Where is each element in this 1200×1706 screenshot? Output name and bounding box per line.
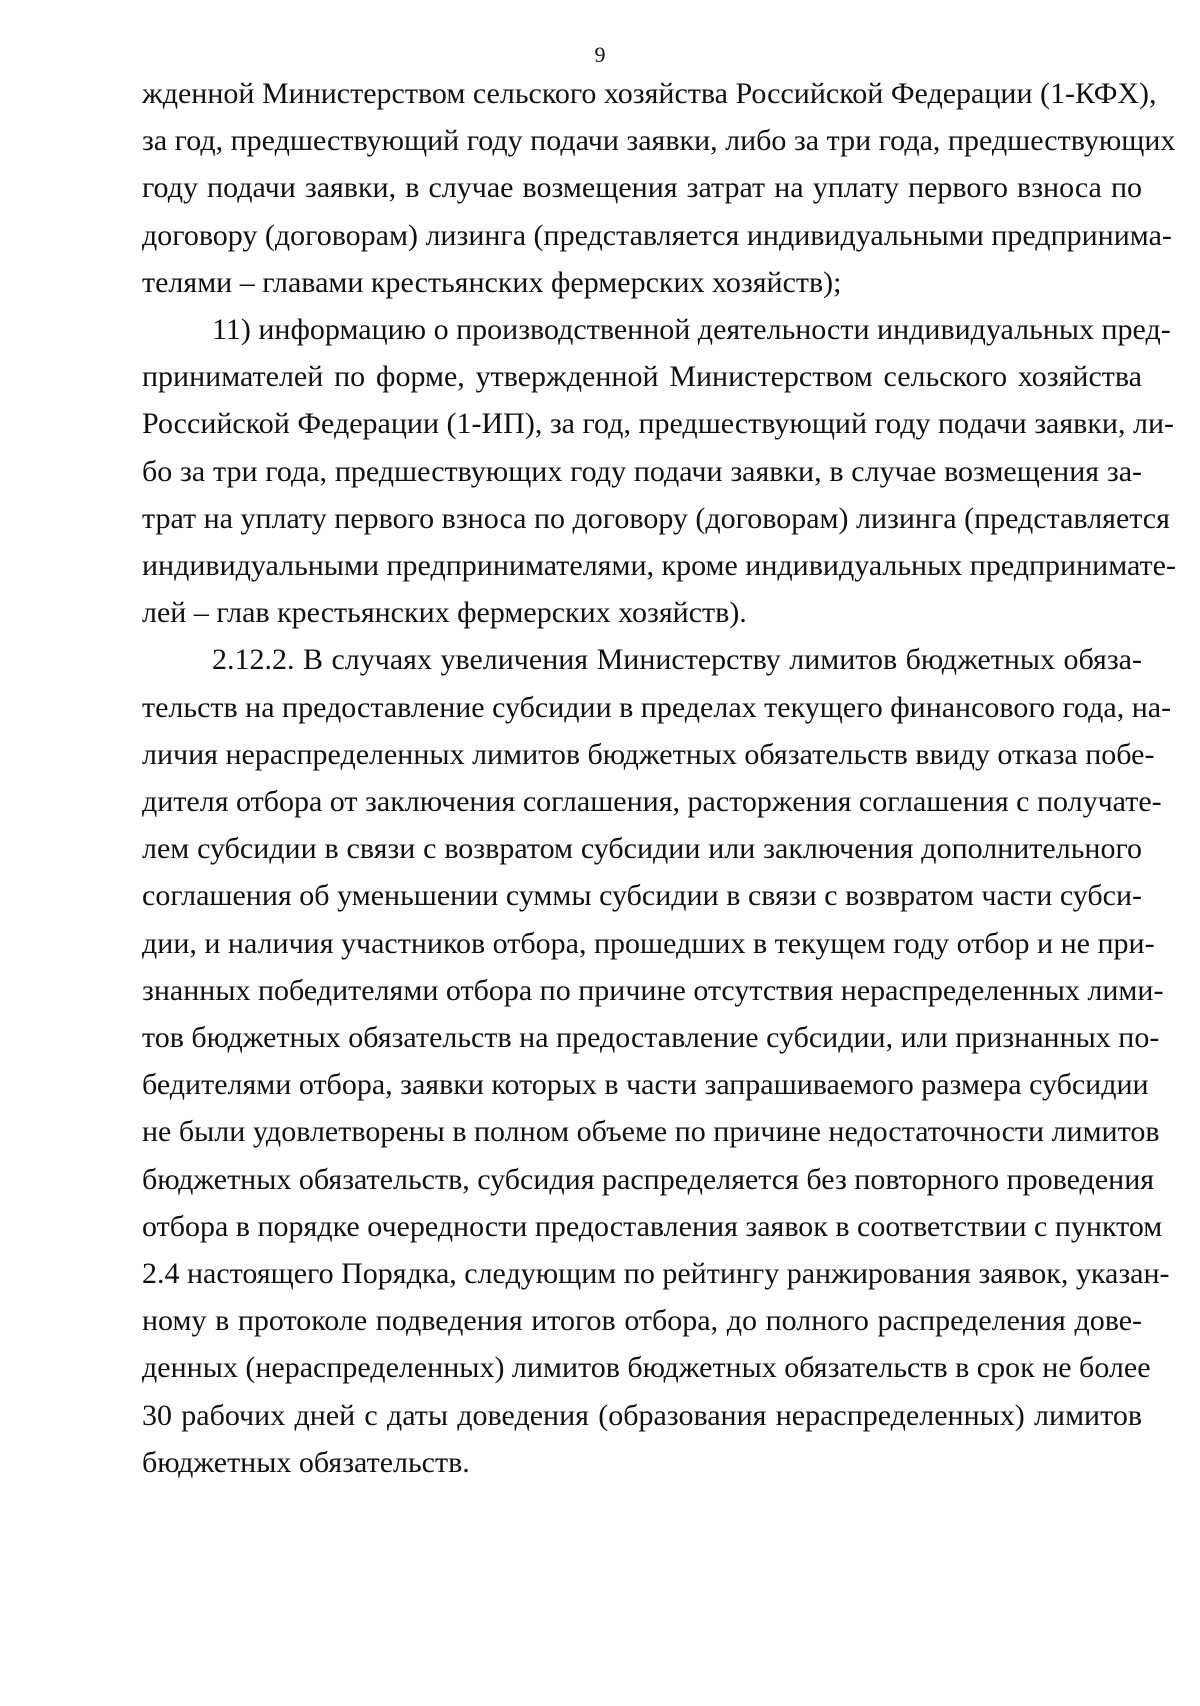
text-line: соглашения об уменьшении суммы субсидии в связи с возвратом части субси- <box>142 879 1142 913</box>
text-line: тов бюджетных обязательств на предоставление субсидии, или признанных по- <box>142 1021 1160 1055</box>
text-line: за год, предшествующий году подачи заявки, либо за три года, предшествующих <box>142 124 1176 158</box>
paragraph <box>142 636 1172 1486</box>
text-line: трат на уплату первого взноса по договору (договорам) лизинга (представляется <box>142 501 1170 535</box>
paragraph <box>142 70 1176 306</box>
text-line: ному в протоколе подведения итогов отбора, до полного распределения дове- <box>142 1304 1142 1338</box>
text-line: договору (договорам) лизинга (представляется индивидуальными предпринима- <box>142 218 1172 252</box>
text-line: дителя отбора от заключения соглашения, расторжения соглашения с получате- <box>142 785 1162 819</box>
paragraph <box>142 306 1176 636</box>
text-line: бедителями отбора, заявки которых в части запрашиваемого размера субсидии <box>142 1068 1149 1102</box>
text-line: денных (нераспределенных) лимитов бюджетных обязательств в срок не более <box>142 1351 1151 1385</box>
text-line: индивидуальными предпринимателями, кроме индивидуальных предпринимате- <box>142 549 1176 583</box>
text-line: личия нераспределенных лимитов бюджетных обязательств ввиду отказа побе- <box>142 737 1155 771</box>
text-line: жденной Министерством сельского хозяйства Российской Федерации (1-КФХ), <box>142 77 1157 110</box>
text-line: бо за три года, предшествующих году подачи заявки, в случае возмещения за- <box>142 454 1142 488</box>
text-line: принимателей по форме, утвержденной Министерством сельского хозяйства <box>142 360 1142 394</box>
text-line: дии, и наличия участников отбора, прошедших в текущем году отбор и не при- <box>142 926 1155 960</box>
page-number: 9 <box>594 42 606 67</box>
text-line: лем субсидии в связи с возвратом субсидии или заключения дополнительного <box>142 832 1142 866</box>
text-line: не были удовлетворены в полном объеме по причине недостаточности лимитов <box>142 1115 1160 1149</box>
document-body <box>142 70 1176 1486</box>
text-line: телями – главами крестьянских фермерских хозяйств); <box>142 265 842 299</box>
text-line: 2.4 настоящего Порядка, следующим по рейтингу ранжирования заявок, указан- <box>142 1257 1170 1291</box>
text-line: 11) информацию о производственной деятельности индивидуальных пред- <box>212 313 1171 347</box>
text-line: отбора в порядке очередности предоставления заявок в соответствии с пунктом <box>142 1209 1163 1243</box>
text-line: бюджетных обязательств, субсидия распределяется без повторного проведения <box>142 1162 1155 1196</box>
text-line: бюджетных обязательств. <box>142 1445 470 1479</box>
text-line: 30 рабочих дней с даты доведения (образования нераспределенных) лимитов <box>142 1398 1142 1432</box>
text-line: 2.12.2. В случаях увеличения Министерству лимитов бюджетных обяза- <box>212 643 1142 677</box>
text-line: Российской Федерации (1-ИП), за год, предшествующий году подачи заявки, ли- <box>142 407 1174 441</box>
text-line: знанных победителями отбора по причине отсутствия нераспределенных лими- <box>142 973 1164 1007</box>
text-line: году подачи заявки, в случае возмещения затрат на уплату первого взноса по <box>142 171 1142 205</box>
text-line: тельств на предоставление субсидии в пределах текущего финансового года, на- <box>142 690 1172 724</box>
text-line: лей – глав крестьянских фермерских хозяйств). <box>142 596 747 630</box>
